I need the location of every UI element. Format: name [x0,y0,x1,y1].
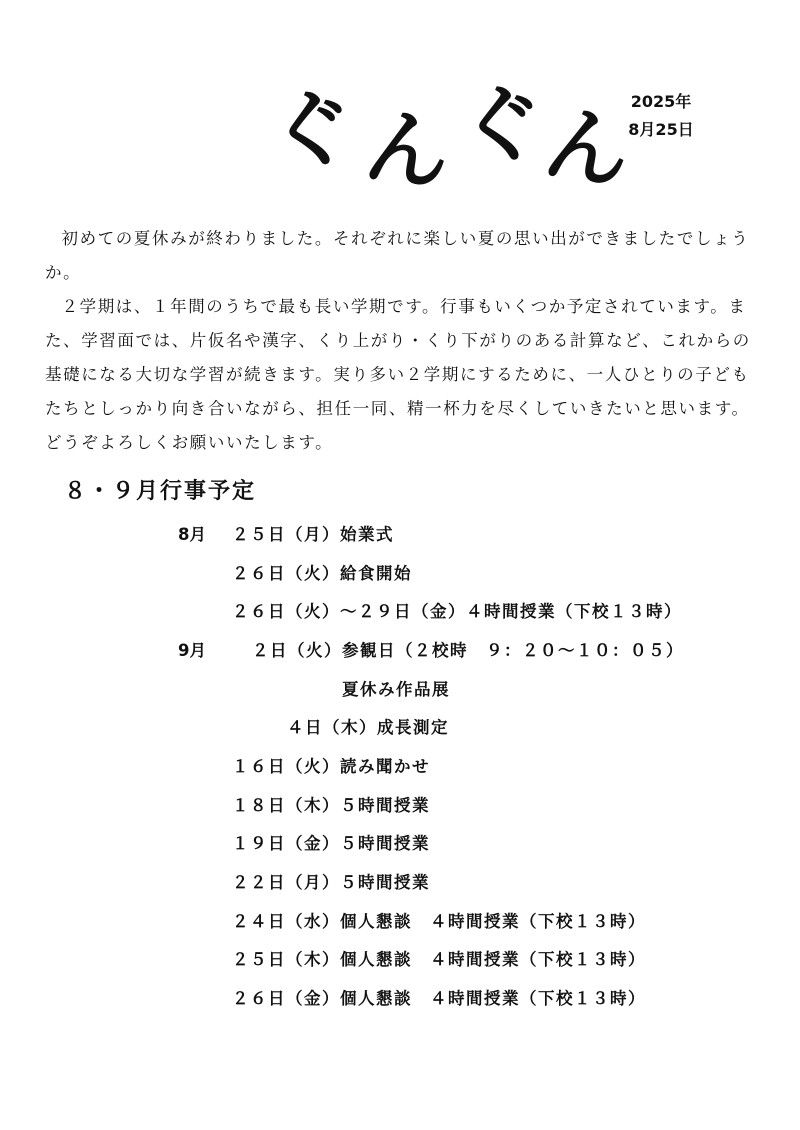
issue-day: 8月25日 [628,120,694,139]
title-char: ん [538,93,636,203]
event-row: ２５日（木）個人懇談 ４時間授業（下校１３時） [232,950,646,969]
event-row: ２６日（火）給食開始 [232,564,412,583]
event-row: ２６日（火）～２９日（金）４時間授業（下校１３時） [232,602,682,621]
issue-date [616,88,706,144]
event-row: ２５日（月）始業式 [232,525,394,544]
title-char: ぐ [263,75,361,185]
event-row: ２４日（水）個人懇談 ４時間授業（下校１３時） [232,912,646,931]
event-row: １６日（火）読み聞かせ [232,757,430,776]
title-char: ん [360,96,454,204]
month-label-aug: 8月 [178,525,206,544]
newsletter-title [263,71,636,204]
event-row: ４日（木）成長測定 [287,718,449,737]
event-row: ２２日（月）５時間授業 [232,873,430,892]
event-row: １９日（金）５時間授業 [232,834,430,853]
title-char: ぐ [455,71,549,179]
intro-text [45,222,765,460]
event-row: 夏休み作品展 [342,680,450,699]
month-label-sep: 9月 [178,641,206,660]
event-row: ２日（火）参観日（２校時 ９：２０～１０：０５） [252,641,684,660]
intro-paragraph: ２学期は、１年間のうちで最も長い学期です。行事もいくつか予定されています。また、学習面では、片仮名や漢字、くり上がり・くり下がりのある計算など、これからの基礎になる大切な学習が続きます。実り多い２学期にするために、一人ひとりの子どもたちとしっかり向き合いながら、担任一同、精一杯力を尽くしていきたいと思います。どうぞよろしくお願いいたします。 [45,297,751,452]
schedule-heading: ８・９月行事予定 [64,479,257,504]
event-row: ２６日（金）個人懇談 ４時間授業（下校１３時） [232,989,646,1008]
event-row: １８日（木）５時間授業 [232,796,430,815]
intro-paragraph: 初めての夏休みが終わりました。それぞれに楽しい夏の思い出ができましたでしょうか。 [45,229,750,282]
issue-year: 2025年 [630,92,692,111]
